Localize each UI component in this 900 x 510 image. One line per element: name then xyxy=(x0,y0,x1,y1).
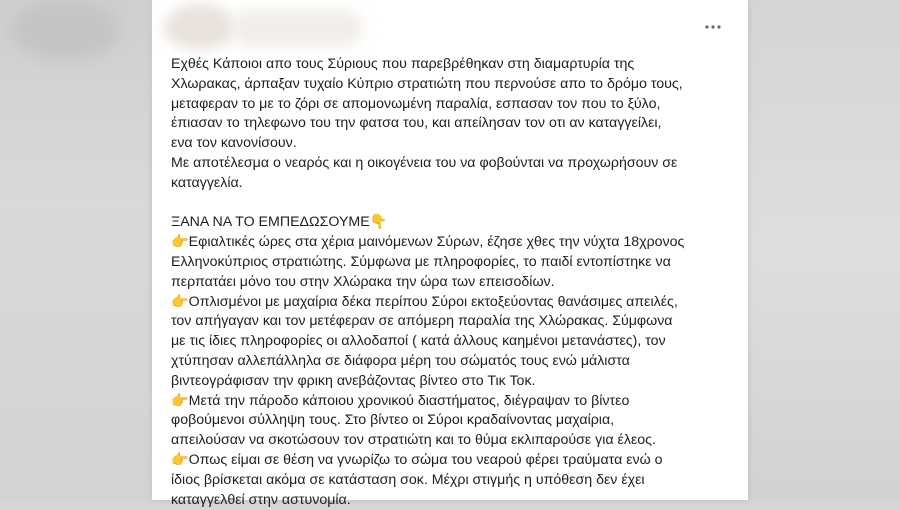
post-line: έπιασαν το τηλεφωνο του την φατσα του, και απείλησαν τον οτι αν καταγγείλει, xyxy=(171,115,662,132)
post-line-text: χτύπησαν αλλεπάλληλα σε διάφορα μέρη του σώματός τους ενώ μάλιστα xyxy=(171,352,630,369)
more-horizontal-icon xyxy=(705,25,721,29)
post-line: καταγγελία. xyxy=(171,174,243,191)
pointing-right-emoji: 👉 xyxy=(171,451,189,468)
post-line-text: βιντεογράφισαν την φρικη ανεβάζοντας βίντεο στο Τικ Τοκ. xyxy=(171,372,536,389)
post-line-text: φοβούμενοι σύλληψη τους. Στο βίντεο οι Σύροι κραδαίνοντας μαχαίρια, xyxy=(171,412,615,429)
post-card xyxy=(152,0,748,508)
post-heading xyxy=(171,213,731,233)
post-line-text: με τις ίδιες πληροφορίες οι αλλοδαποί ( κατά άλλους καημένοι μετανάστες), τον xyxy=(171,333,666,350)
post-line-text: Οπως είμαι σε θέση να γνωρίζω το σώμα του νεαρού φέρει τραύματα ενώ ο xyxy=(188,451,663,468)
post-line: Εχθές Κάποιοι απο τους Σύριους που παρεβρέθηκαν στη διαμαρτυρία της xyxy=(171,56,635,72)
post-line xyxy=(171,411,731,431)
post-paragraph-1 xyxy=(171,55,731,194)
post-line xyxy=(171,253,731,273)
pointing-right-emoji: 👉 xyxy=(171,234,189,251)
post-line xyxy=(171,293,731,313)
pointing-right-emoji: 👉 xyxy=(171,392,189,409)
post-line xyxy=(171,352,731,372)
post-line xyxy=(171,451,731,471)
post-line xyxy=(171,491,731,510)
avatar[interactable] xyxy=(164,4,236,50)
more-options-button[interactable] xyxy=(698,14,728,40)
pointing-down-emoji: 👇 xyxy=(369,214,388,231)
paragraph-gap xyxy=(171,194,731,214)
post-line: Με αποτέλεσμα ο νεαρός και η οικογένεια του να φοβούνται να προχωρήσουν σε xyxy=(171,154,678,171)
post-line-text: τον απήγαγαν και τον μετέφεραν σε απόμερη παραλία της Χλώρακας. Σύμφωνα xyxy=(171,313,673,330)
post-line-text: Εφιαλτικές ώρες στα χέρια μαινόμενων Σύρων, έζησε χθες την νύχτα 18χρονος xyxy=(188,234,685,251)
post-line xyxy=(171,372,731,392)
post-line xyxy=(171,431,731,451)
post-line: ενα τον κανονίσουν. xyxy=(171,135,297,152)
post-paragraph-2 xyxy=(171,233,731,510)
post-line-text: απειλούσαν να σκοτώσουν τον στρατιώτη και το θύμα εκλιπαρούσε για έλεος. xyxy=(171,432,656,449)
post-line xyxy=(171,312,731,332)
post-line-text: ίδιος βρίσκεται ακόμα σε κατάσταση σοκ. Μέχρι στιγμής η υπόθεση δεν έχει xyxy=(171,471,645,488)
post-line-text: Ελληνοκύπριος στρατιώτης. Σύμφωνα με πληροφορίες, το παιδί εντοπίστηκε να xyxy=(171,253,671,270)
post-line xyxy=(171,233,731,253)
post-line: Χλωρακας, άρπαξαν τυχαίο Κύπριο στρατιώτη που περνούσε απο το δρόμο τους, xyxy=(171,75,683,92)
post-line xyxy=(171,392,731,412)
background-right xyxy=(740,0,900,500)
post-body xyxy=(171,55,731,510)
post-line-text: Μετά την πάροδο κάποιου χρονικού διαστήματος, διέγραψαν το βίντεο xyxy=(188,392,630,409)
post-line-text: Οπλισμένοι με μαχαίρια δέκα περίπου Σύροι εκτοξεύοντας θανάσιμες απειλές, xyxy=(188,293,678,310)
pointing-right-emoji: 👉 xyxy=(171,293,189,310)
post-line xyxy=(171,273,731,293)
post-heading-text: ΞΑΝΑ ΝΑ ΤΟ ΕΜΠΕΔΩΣΟΥΜΕ xyxy=(171,214,370,231)
post-line xyxy=(171,471,731,491)
background-left xyxy=(0,0,150,500)
author-name-blurred[interactable] xyxy=(232,10,362,46)
post-line: μεταφεραν το με το ζόρι σε απομονωμένη παραλία, εσπασαν τον που το ξύλο, xyxy=(171,95,661,112)
post-line-text: περπατάει μόνο του στην Χλώρακα την ώρα των επεισοδίων. xyxy=(171,273,555,290)
post-line-text: καταγγελθεί στην αστυνομία. xyxy=(171,491,351,508)
blurred-background-shape xyxy=(10,0,120,60)
post-line xyxy=(171,332,731,352)
